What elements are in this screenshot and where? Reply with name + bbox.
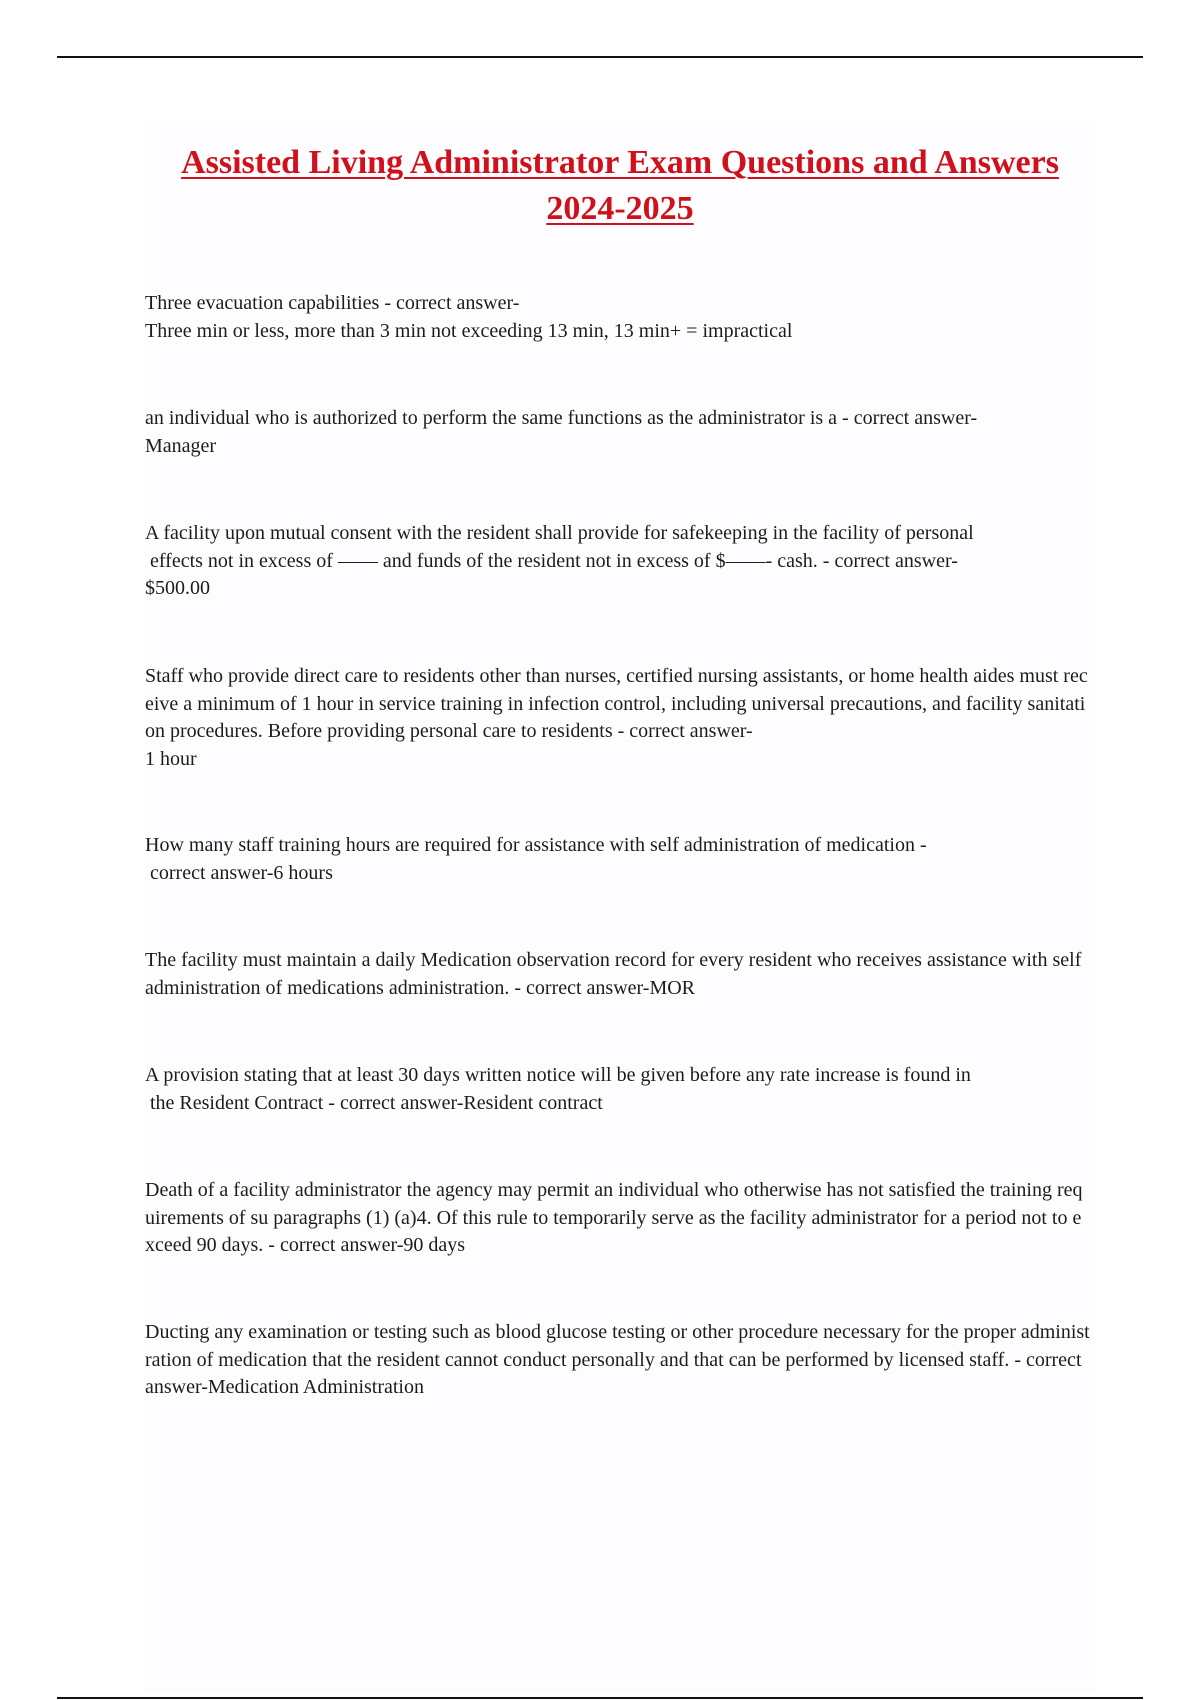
qa-item-8: Death of a facility administrator the agency may permit an individual who otherwise has not satisfied the training requirements of su paragraphs (1) (a)4. Of this rule to temporarily serve as the facility administrator for a period not to exceed 90 days. - correct answer-90 days xyxy=(145,1179,1083,1256)
qa-item-4: Staff who provide direct care to residents other than nurses, certified nursing assistants, or home health aides must receive a minimum of 1 hour in service training in infection control, including universal precautions, and facility sanitation procedures. Before providing personal care to residents - correct answer- 1 hour xyxy=(145,665,1088,770)
qa-item-5: How many staff training hours are required for assistance with self administration of medication - correct answer-6 hours xyxy=(145,834,927,884)
document-title: Assisted Living Administrator Exam Questions and Answers 2024-2025 xyxy=(181,144,1059,227)
qa-item-1: Three evacuation capabilities - correct answer- Three min or less, more than 3 min not exceeding 13 min, 13 min+ = impractical xyxy=(145,292,793,342)
bottom-rule xyxy=(57,1697,1143,1699)
qa-item-9: Ducting any examination or testing such as blood glucose testing or other procedure necessary for the proper administration of medication that the resident cannot conduct personally and that can be performed by licensed staff. - correct answer-Medication Administration xyxy=(145,1321,1090,1398)
qa-item-2: an individual who is authorized to perform the same functions as the administrator is a - correct answer- Manager xyxy=(145,407,978,457)
qa-item-7: A provision stating that at least 30 days written notice will be given before any rate increase is found in the Resident Contract - correct answer-Resident contract xyxy=(145,1064,971,1114)
qa-item-6: The facility must maintain a daily Medication observation record for every resident who receives assistance with self administration of medications administration. - correct answer-MOR xyxy=(145,949,1087,999)
top-rule xyxy=(57,56,1143,58)
qa-item-3: A facility upon mutual consent with the resident shall provide for safekeeping in the facility of personal effects not in excess of —— and funds of the resident not in excess of $——- cash. - correct answer- $500.00 xyxy=(145,522,974,599)
page-content-area xyxy=(145,122,1095,1692)
